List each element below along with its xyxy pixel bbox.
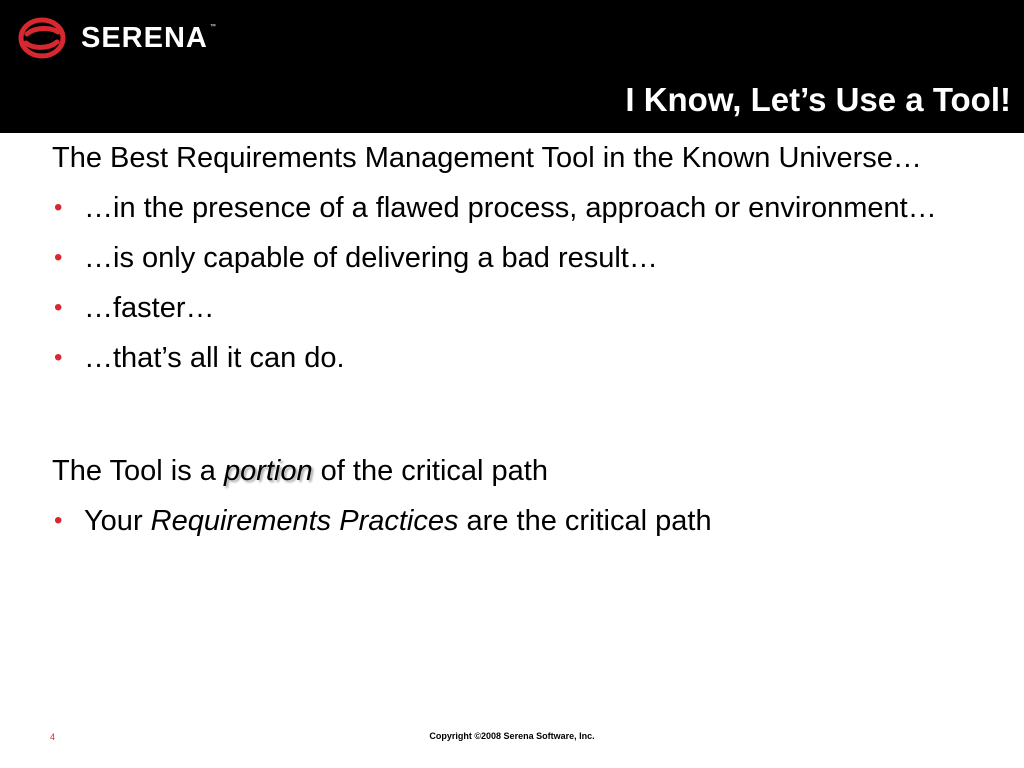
paragraph-text-after: of the critical path [312,455,548,487]
tool-portion-paragraph [52,451,992,491]
bullet-item [52,238,992,278]
emphasis-portion: portion [223,455,313,487]
slide-body [52,138,992,541]
bullet-text-after: are the critical path [458,505,712,537]
bullet-marker: • [54,194,63,221]
bullet-item [52,501,992,541]
bullet-item [52,188,992,228]
paragraph-text-before: The Tool is a [52,455,224,487]
bullet-marker: • [54,507,63,534]
serena-ellipse-logo-icon [18,16,66,60]
bullet-text [84,505,712,537]
slide-title: I Know, Let’s Use a Tool! [625,81,1011,118]
bullet-item [52,288,992,328]
bullet-text: …that’s all it can do. [84,342,345,374]
brand-name: SERENA ™ [81,21,217,54]
bullet-marker: • [54,344,63,371]
copyright-notice: Copyright ©2008 Serena Software, Inc. [429,731,595,741]
page-number: 4 [50,732,56,742]
bullet-text: …in the presence of a flawed process, approach or environment… [84,192,937,224]
serena-logo [18,15,217,61]
emphasis-requirements-practices: Requirements Practices [150,505,459,537]
bullet-marker: • [54,244,63,271]
bullet-item [52,338,992,378]
slide-header [0,0,1024,133]
bullet-text: …is only capable of delivering a bad result… [84,242,658,274]
bullet-text-before: Your [84,505,151,537]
intro-paragraph: The Best Requirements Management Tool in the Known Universe… [52,142,922,174]
trademark-symbol: ™ [209,23,217,30]
bullet-text: …faster… [84,292,215,324]
section-spacer [52,378,992,451]
bullet-marker: • [54,294,63,321]
